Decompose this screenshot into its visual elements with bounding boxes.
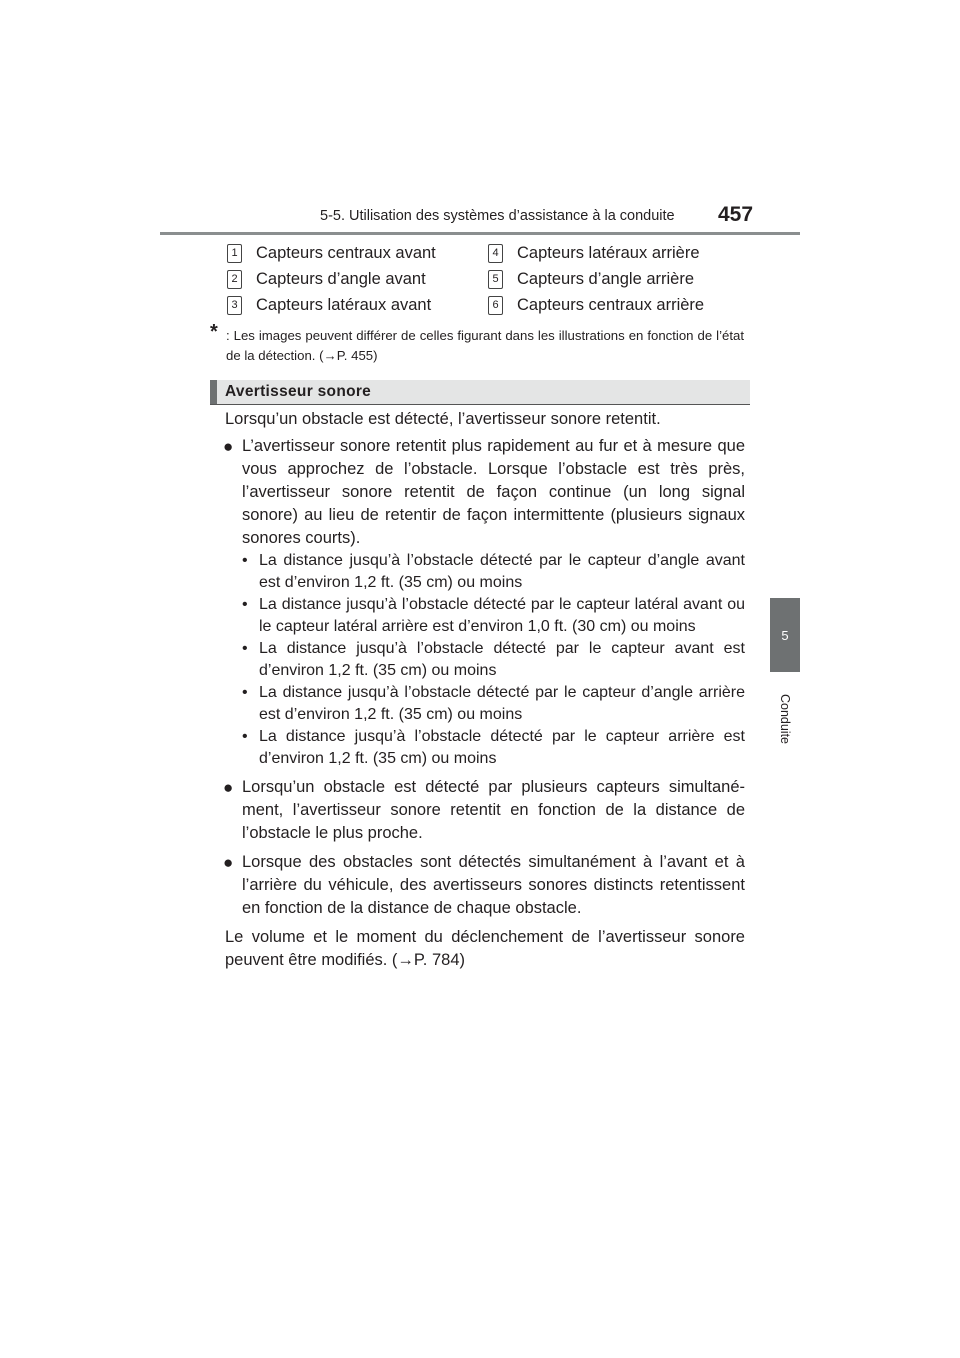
- footnote-marker: *: [210, 321, 218, 343]
- legend-label: Capteurs centraux avant: [256, 244, 436, 262]
- sub-item: [242, 550, 745, 594]
- bullet-text: Lorsqu’un obstacle est détecté par plusieurs capteurs simultané-ment, l’avertisseur sonore retentit en fonction de la distance de l’obstacle le plus proche.: [242, 778, 745, 842]
- legend-item: [488, 270, 694, 289]
- sub-bullet: •: [242, 596, 248, 613]
- legend-label: Capteurs latéraux avant: [256, 296, 432, 314]
- number-box: 4: [488, 244, 503, 263]
- sub-item-text: La distance jusqu’à l’obstacle détecté par le capteur arrière est d’environ 1,2 ft. (35 cm) ou moins: [259, 728, 745, 767]
- number-box: 2: [227, 270, 242, 289]
- header-rule: [160, 232, 800, 235]
- sub-list: [242, 550, 745, 770]
- sub-bullet: •: [242, 684, 248, 701]
- sub-item-text: La distance jusqu’à l’obstacle détecté par le capteur latéral avant ou le capteur latéral arrière est d’environ 1,0 ft. (30 cm) ou moins: [259, 596, 745, 635]
- bullet-dot: ●: [223, 853, 234, 872]
- legend-item: [488, 296, 704, 315]
- legend-item: [488, 244, 700, 263]
- legend-item: [227, 244, 436, 263]
- sub-item: [242, 682, 745, 726]
- number-box: 3: [227, 296, 242, 315]
- legend-label: Capteurs centraux arrière: [517, 296, 705, 314]
- page-number: 457: [718, 203, 754, 226]
- sub-item: [242, 638, 745, 682]
- number-box: 5: [488, 270, 503, 289]
- legend-label: Capteurs d’angle arrière: [517, 270, 695, 288]
- list-item: [225, 435, 745, 770]
- chapter-label: Conduite: [778, 693, 792, 745]
- list-item: [225, 776, 745, 845]
- legend-item: [227, 270, 426, 289]
- legend-label: Capteurs latéraux arrière: [517, 244, 700, 262]
- closing-paragraph: Le volume et le moment du déclenchement de l’avertisseur sonore peuvent être modifiés. (→P. 784): [225, 928, 745, 969]
- footnote-text: : Les images peuvent différer de celles figurant dans les illustrations en fonction de l’état de la détection. (→P. 455): [226, 328, 744, 363]
- intro-paragraph: Lorsqu’un obstacle est détecté, l’avertisseur sonore retentit.: [225, 410, 661, 428]
- footnote: [210, 321, 744, 366]
- section-heading: [210, 380, 750, 405]
- legend-label: Capteurs d’angle avant: [256, 270, 426, 288]
- sub-item: [242, 594, 745, 638]
- list-item: [225, 851, 745, 920]
- sub-bullet: •: [242, 640, 248, 657]
- sub-item-text: La distance jusqu’à l’obstacle détecté par le capteur avant est d’environ 1,2 ft. (35 cm) ou moins: [259, 640, 745, 679]
- sub-item-text: La distance jusqu’à l’obstacle détecté par le capteur d’angle arrière est d’environ 1,2 ft. (35 cm) ou moins: [259, 684, 745, 723]
- bullet-text: Lorsque des obstacles sont détectés simultanément à l’avant et à l’arrière du véhicule, des avertisseurs sonores distincts retentissent en fonction de la distance de chaque obstacle.: [242, 853, 745, 917]
- chapter-number: 5: [781, 627, 789, 643]
- section-body: [225, 408, 745, 972]
- number-box: 1: [227, 244, 242, 263]
- bullet-text: L’avertisseur sonore retentit plus rapidement au fur et à mesure que vous approchez de l’obstacle. Lorsque l’obstacle est très près, l’avertisseur sonore retentit de façon continue (un long signal sonore) au lieu de retentir de façon intermittente (plusieurs signaux sonores courts).: [242, 437, 745, 547]
- heading-bar: [210, 380, 217, 404]
- sub-item: [242, 726, 745, 770]
- number-box: 6: [488, 296, 503, 315]
- sub-item-text: La distance jusqu’à l’obstacle détecté par le capteur d’angle avant est d’environ 1,2 ft. (35 cm) ou moins: [259, 552, 745, 591]
- section-title: 5-5. Utilisation des systèmes d’assistance à la conduite: [320, 208, 675, 224]
- sub-bullet: •: [242, 728, 248, 745]
- chapter-tab[interactable]: [770, 598, 800, 672]
- bullet-dot: ●: [223, 437, 234, 456]
- sub-bullet: •: [242, 552, 248, 569]
- bullet-dot: ●: [223, 778, 234, 797]
- legend-item: [227, 296, 431, 315]
- section-heading-text: Avertisseur sonore: [225, 383, 372, 400]
